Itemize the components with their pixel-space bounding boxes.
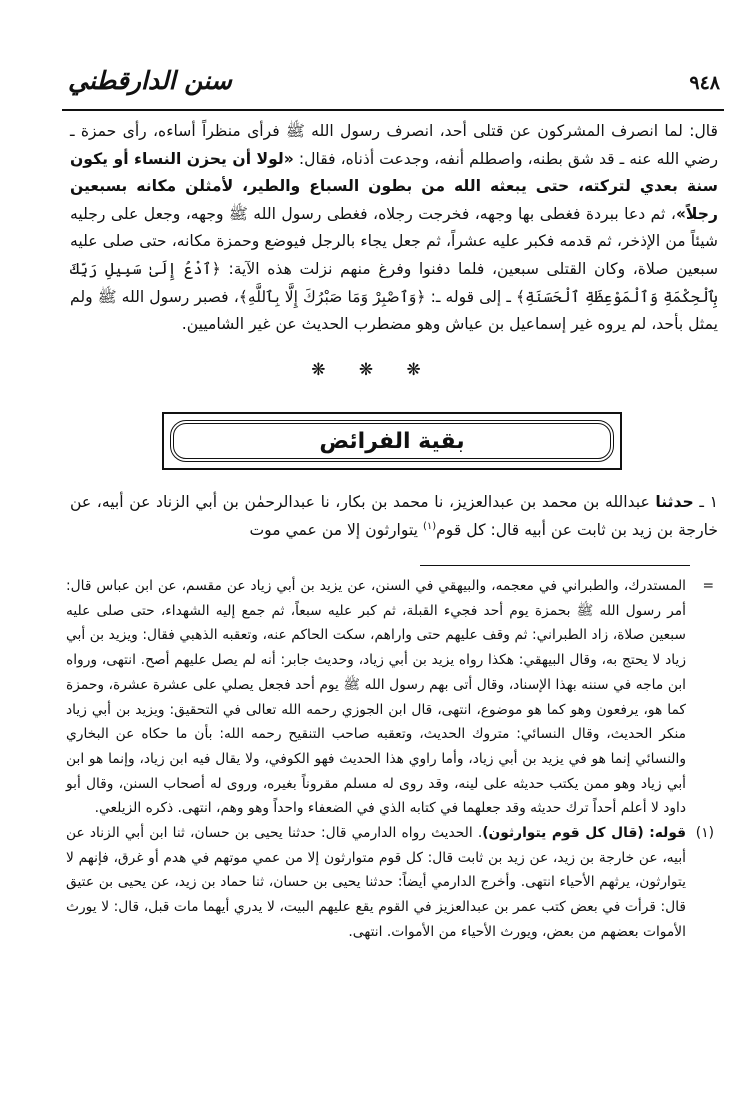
section-title-frame: [162, 412, 622, 470]
quran-verse: ﴿ٱدْعُ إِلَىٰ سَبِيلِ رَبِّكَ بِٱلْحِكْمَةِ وَٱلْمَوْعِظَةِ ٱلْحَسَنَةِ﴾: [70, 259, 718, 306]
footnote-reference[interactable]: (١): [422, 520, 437, 532]
prophetic-quote: «لولا أن يحزن النساء أو يكون سنة بعدي لتركته، حتى يبعثه الله من بطون السباع والطير، لأمثلن مكانه بسبعين رجلاً»: [70, 149, 718, 223]
footnote-text: المستدرك، والطبراني في معجمه، والبيهقي في السنن، عن يزيد بن أبي زياد عن مقسم، عن ابن عباس قال: أمر رسول الله ﷺ بحمزة يوم أحد فجيء القبلة، ثم كبر عليه سبعاً، ثم جمع إليه الشهداء، حتى صلى عليه سبعين صلاة، زاد الطبراني: ثم وقف عليهم حتى واراهم، سكت الحاكم عنه، وتعقبه الذهبي فقال: ويزيد بن أبي زياد لا يحتج به، وقال البيهقي: هكذا رواه يزيد بن أبي زياد، وحديث جابر: أنه لم يصل عليهم أصح. انتهى، ورواه ابن ماجه في سننه بهذا الإسناد، وقال أتى بهم رسول الله ﷺ يوم أحد فجعل يصلي على عشرة عشرة، وحمزة كما هو، يرفعون وهو كما هو موضوع، انتهى، قال ابن الجوزي رحمه الله تعالى في التحقيق: ويزيد بن أبي زياد منكر الحديث، وقال النسائي: متروك الحديث، وتعقبه صاحب التنقيح رحمه الله: بأن ما حكاه عن البخاري والنسائي إنما هو في يزيد بن أبي زياد، وأما راوي هذا الحديث فهو الكوفي، ولا يقال فيه ابن زياد، وإنما هو ابن أبي زياد وهو ممن يكتب حديثه على لينه، وقد روى له مسلم مقروناً بغيره، وروى له أصحاب السنن، وقال أبو داود لا أعلم أحداً ترك حديثه وقد جعلهما في كتابه الذي في الضعفاء واحداً وهو وهم، انتهى. ذكره الزيلعي.: [66, 578, 686, 817]
main-paragraph: قال: لما انصرف المشركون عن قتلى أحد، انصرف رسول الله ﷺ فرأى منظراً أساءه، رأى حمزة ـ رضي الله عنه ـ قد شق بطنه، واصطلم أنفه، وجدعت أذناه، فقال: «لولا أن يحزن النساء أو يكون سنة بعدي لتركته، حتى يبعثه الله من بطون السباع والطير، لأمثلن مكانه بسبعين رجلاً»، ثم دعا ببردة فغطى بها وجهه، فخرجت رجلاه، فغطى رسول الله ﷺ وجهه، وجعل على رجليه شيئاً من الإذخر، ثم قدمه فكبر عليه عشراً، ثم جعل يجاء بالرجل فيوضع وحمزة مكانه، حتى صلى عليه سبعين صلاة، وكان القتلى سبعين، فلما دفنوا وفرغ منهم نزلت هذه الآية: ﴿ٱدْعُ إِلَىٰ سَبِيلِ رَبِّكَ بِٱلْحِكْمَةِ وَٱلْمَوْعِظَةِ ٱلْحَسَنَةِ﴾ ـ إلى قوله ـ: ﴿وَٱصْبِرْ وَمَا صَبْرُكَ إِلَّا بِٱللَّهِ﴾، فصبر رسول الله ﷺ ولم يمثل بأحد، لم يروه غير إسماعيل بن عياش وهو مضطرب الحديث عن غير الشاميين.: [70, 122, 719, 334]
hadith-paragraph: ١ ـ حدثنا عبدالله بن محمد بن عبدالعزيز، نا محمد بن بكار، نا عبدالرحمٰن بن أبي الزناد عن أبيه، عن خارجة بن زيد بن ثابت عن أبيه قال: كل قوم$^{(١)}$ يتوارثون إلا من عمي موت: [70, 493, 718, 539]
section-title-inner-border: [170, 420, 614, 462]
footnotes: [66, 574, 716, 945]
footnote-rule: [420, 565, 690, 566]
page-header: [62, 62, 724, 102]
footnote-text: . الحديث رواه الدارمي قال: حدثنا يحيى بن حسان، ثنا ابن أبي الزناد عن أبيه، عن خارجة بن زيد، عن زيد بن ثابت قال: كل قوم متوارثون إلا من عمي موتهم في هدم أو غرق، فإنهم لا يتوارثون، يرثهم الأحياء انتهى. وأخرج الدارمي أيضاً: حدثنا يحيى بن حسان، ثنا حماد بن زيد، عن يحيى بن عتيق قال: قرأت في بعض كتب عمر بن عبدالعزيز في القوم يقع عليهم البيت، لا يدري أيهما مات قبل، قال: لا يورث الأموات بعضهم من بعض، ويورث الأحياء من الأموات. انتهى.: [66, 825, 686, 940]
footnote-lead: قوله: (قال كل قوم يتوارثون): [482, 825, 686, 842]
hadith-lead: حدثنا: [655, 493, 694, 511]
page-number: ٩٤٨: [689, 72, 720, 94]
footnote-continuation: [66, 574, 716, 821]
footnote-1: [66, 821, 716, 945]
quran-verse: ﴿وَٱصْبِرْ وَمَا صَبْرُكَ إِلَّا بِٱللَّهِ﴾: [238, 287, 426, 306]
running-title: سنن الدارقطني: [68, 66, 232, 95]
section-title: بقية الفرائض: [319, 428, 465, 454]
section-separator-ornament: ❋ ❋ ❋: [311, 360, 435, 380]
main-text: [70, 118, 718, 339]
footnote-mark: =: [702, 578, 714, 594]
header-rule: [62, 109, 724, 111]
hadith-text: [70, 488, 718, 544]
hadith-number: ١ ـ: [699, 493, 718, 511]
footnote-mark: (١): [695, 825, 714, 842]
